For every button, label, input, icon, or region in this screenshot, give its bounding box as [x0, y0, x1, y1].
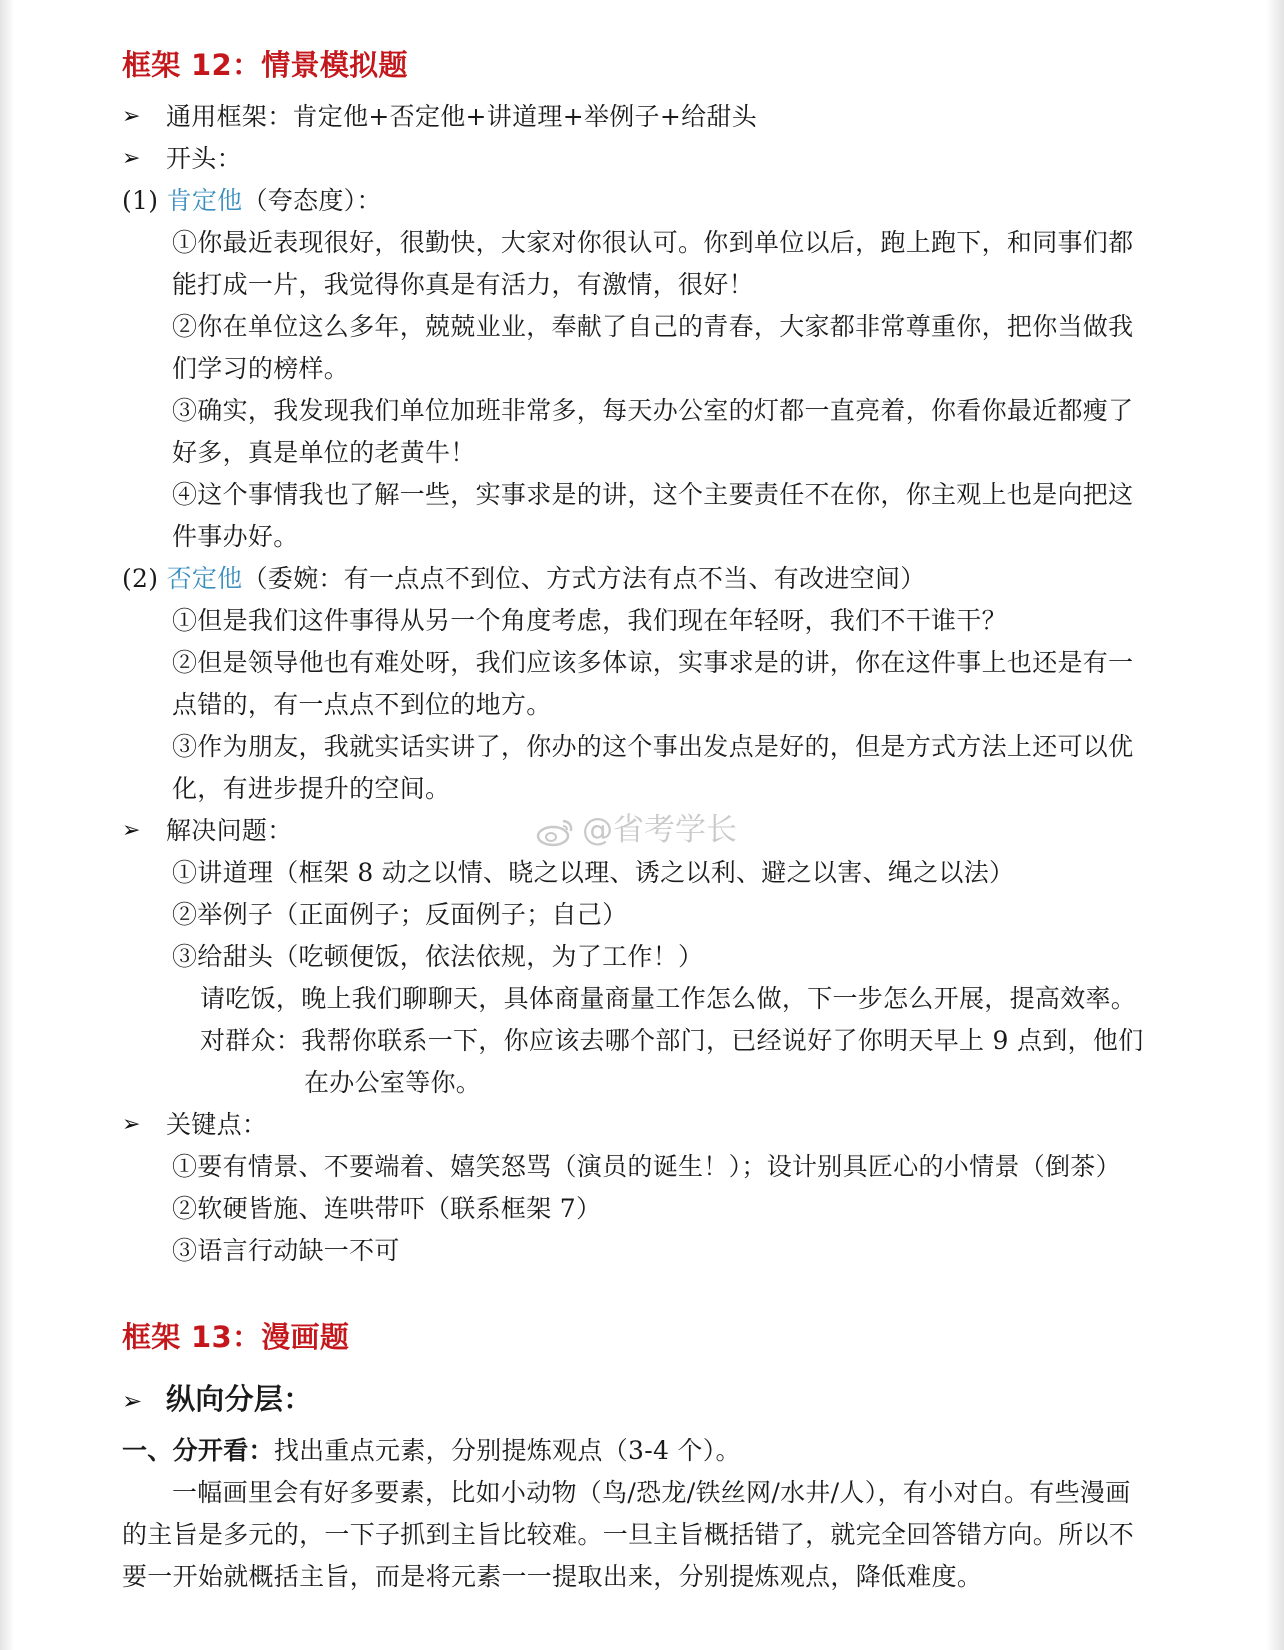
affirm-line: ②你在单位这么多年，兢兢业业，奉献了自己的青春，大家都非常尊重你，把你当做我 [172, 312, 1134, 341]
negate-line: ③作为朋友，我就实话实讲了，你办的这个事出发点是好的，但是方式方法上还可以优 [172, 732, 1134, 761]
affirm-line: 好多，真是单位的老黄牛！ [172, 438, 476, 467]
part-1-keyword: 肯定他 [166, 186, 243, 215]
watermark-text: @省考学长 [582, 812, 737, 848]
step-1-heading [122, 1434, 741, 1468]
bullet-icon: ➢ [122, 818, 141, 843]
general-framework: 通用框架：肯定他+否定他+讲道理+举例子+给甜头 [166, 102, 757, 131]
comic-paragraph-line: 要一开始就概括主旨，而是将元素一一提取出来，分别提炼观点，降低难度。 [122, 1562, 983, 1591]
section-13-title: 框架 13：漫画题 [122, 1320, 350, 1354]
bullet-icon: ➢ [122, 146, 141, 171]
bullet-icon: ➢ [122, 1387, 143, 1415]
sweet-line: 在办公室等你。 [304, 1068, 482, 1097]
comic-paragraph-line: 一幅画里会有好多要素，比如小动物（鸟/恐龙/铁丝网/水井/人），有小对白。有些漫画 [172, 1478, 1131, 1507]
step-1-label: 一、分开看： [122, 1436, 274, 1465]
affirm-line: ④这个事情我也了解一些，实事求是的讲，这个主要责任不在你，你主观上也是向把这 [172, 480, 1134, 509]
part-2-keyword: 否定他 [166, 564, 243, 593]
negate-line: 化，有进步提升的空间。 [172, 774, 451, 803]
affirm-line: ①你最近表现很好，很勤快，大家对你很认可。你到单位以后，跑上跑下，和同事们都 [172, 228, 1134, 257]
sweet-line: 请吃饭，晚上我们聊聊天，具体商量商量工作怎么做，下一步怎么开展，提高效率。 [200, 984, 1137, 1013]
negate-line: ②但是领导他也有难处呀，我们应该多体谅，实事求是的讲，你在这件事上也还是有一 [172, 648, 1134, 677]
affirm-line: 件事办好。 [172, 522, 299, 551]
bullet-icon: ➢ [122, 1112, 141, 1137]
solve-line: ③给甜头（吃顿便饭，依法依规，为了工作！） [172, 942, 704, 971]
affirm-line: 们学习的榜样。 [172, 354, 350, 383]
affirm-line: 能打成一片，我觉得你真是有活力，有激情，很好！ [172, 270, 754, 299]
part-1-note: （夸态度）： [242, 186, 382, 215]
part-2-note: （委婉：有一点点不到位、方式方法有点不当、有改进空间） [242, 564, 926, 593]
part-1-heading [122, 184, 382, 218]
key-point-line: ①要有情景、不要端着、嬉笑怒骂（演员的诞生！）；设计别具匠心的小情景（倒茶） [172, 1152, 1121, 1181]
watermark [536, 804, 737, 849]
comic-paragraph-line: 的主旨是多元的，一下子抓到主旨比较难。一旦主旨概括错了，就完全回答错方向。所以不 [122, 1520, 1135, 1549]
part-2-number: (2) [122, 564, 167, 593]
affirm-line: ③确实，我发现我们单位加班非常多，每天办公室的灯都一直亮着，你看你最近都瘦了 [172, 396, 1134, 425]
key-point-line: ③语言行动缺一不可 [172, 1236, 400, 1265]
opening-label: 开头： [166, 144, 242, 173]
sweet-line: 对群众：我帮你联系一下，你应该去哪个部门，已经说好了你明天早上 9 点到，他们 [200, 1026, 1144, 1055]
weibo-logo-icon [536, 817, 576, 847]
key-points-label: 关键点： [166, 1110, 268, 1139]
negate-line: 点错的，有一点点不到位的地方。 [172, 690, 552, 719]
solve-line: ①讲道理（框架 8 动之以情、晓之以理、诱之以利、避之以害、绳之以法） [172, 858, 1015, 887]
key-point-line: ②软硬皆施、连哄带吓（联系框架 7） [172, 1194, 602, 1223]
negate-line: ①但是我们这件事得从另一个角度考虑，我们现在年轻呀，我们不干谁干？ [172, 606, 1007, 635]
solve-label: 解决问题： [166, 816, 293, 845]
part-2-heading [122, 562, 926, 596]
part-1-number: (1) [122, 186, 167, 215]
bullet-icon: ➢ [122, 104, 141, 129]
solve-line: ②举例子（正面例子；反面例子；自己） [172, 900, 628, 929]
section-12-title: 框架 12：情景模拟题 [122, 48, 408, 82]
step-1-text: 找出重点元素，分别提炼观点（3-4 个）。 [273, 1436, 741, 1465]
vertical-layer-label: 纵向分层： [166, 1382, 313, 1416]
